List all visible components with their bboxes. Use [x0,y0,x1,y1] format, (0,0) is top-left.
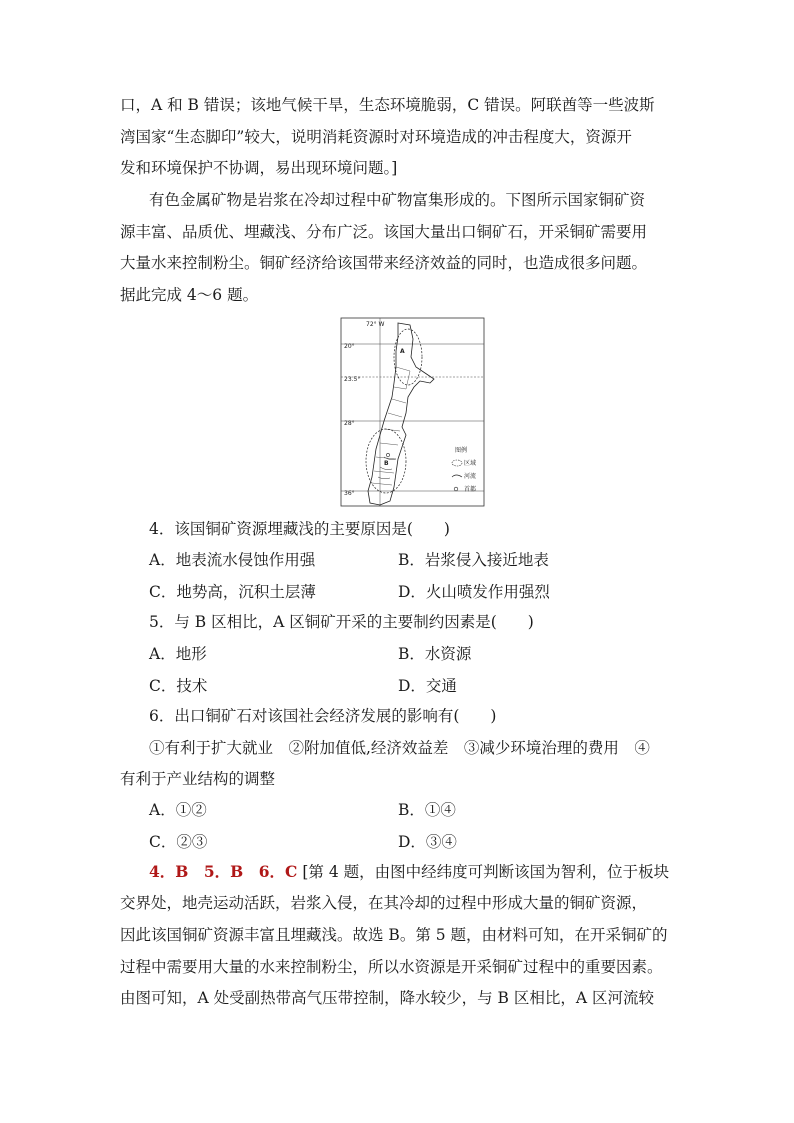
answer-line-2: 交界处，地壳运动活跃，岩浆入侵，在其冷却的过程中形成大量的铜矿资源， [120,894,648,912]
q4-option-b: B．岩浆侵入接近地表 [398,551,549,569]
q4-option-a: A．地表流水侵蚀作用强 [149,551,316,569]
answer-line-1 [149,862,669,882]
answer-keys: 4．B 5．B 6．C [149,862,298,881]
answer-line-1-text: [第 4 题，由图中经纬度可判断该国为智利，位于板块 [302,863,670,881]
legend-river-label: 河流 [464,473,477,480]
q6-items-line-1: ①有利于扩大就业 ②附加值低,经济效益差 ③减少环境治理的费用 ④ [149,739,650,757]
q6-option-c: C．②③ [149,833,208,851]
legend-region-label: 区域 [464,460,477,467]
q5-option-a: A．地形 [149,645,207,663]
map-svg [340,317,485,507]
passage-line-3: 大量水来控制粉尘。铜矿经济给该国带来经济效益的同时，也造成很多问题。 [120,254,648,272]
continuation-line-1: 口，A 和 B 错误；该地气候干旱，生态环境脆弱，C 错误。阿联酋等一些波斯 [120,96,655,114]
q4-option-d: D．火山喷发作用强烈 [398,583,550,601]
q4-option-c: C．地势高，沉积土层薄 [149,583,316,601]
q5-option-b: B．水资源 [398,645,472,663]
q4-stem: 4．该国铜矿资源埋藏浅的主要原因是( ) [149,520,450,538]
q6-option-d: D．③④ [398,833,457,851]
lat-label-23-5: 23.5° [344,376,361,383]
longitude-label: 72° W [366,321,385,328]
q5-option-d: D．交通 [398,677,457,695]
answer-line-4: 过程中需要用大量的水来控制粉尘，所以水资源是开采铜矿过程中的重要因素。 [120,958,663,976]
lat-label-20: 20° [344,343,355,350]
lat-label-28: 28° [344,420,355,427]
passage-line-4: 据此完成 4～6 题。 [120,286,259,304]
passage-line-1: 有色金属矿物是岩浆在冷却过程中矿物富集形成的。下图所示国家铜矿资 [149,191,646,209]
q6-stem: 6．出口铜矿石对该国社会经济发展的影响有( ) [149,707,497,725]
q6-option-b: B．①④ [398,801,456,819]
chile-map-figure [340,317,485,507]
q5-option-c: C．技术 [149,677,208,695]
continuation-line-3: 发和环境保护不协调，易出现环境问题。] [120,159,398,177]
q6-items-line-2: 有利于产业结构的调整 [120,770,276,788]
passage-line-2: 源丰富、品质优、埋藏浅、分布广泛。该国大量出口铜矿石，开采铜矿需要用 [120,223,648,241]
lat-label-36: 36° [344,490,355,497]
q6-option-a: A．①② [149,801,207,819]
region-b-label: B [384,460,389,467]
q5-stem: 5．与 B 区相比，A 区铜矿开采的主要制约因素是( ) [149,613,534,631]
legend-capital-label: 首都 [464,486,477,493]
legend-title: 图例 [455,447,468,454]
continuation-line-2: 湾国家“生态脚印”较大，说明消耗资源时对环境造成的冲击程度大，资源开 [120,128,632,146]
answer-line-3: 因此该国铜矿资源丰富且埋藏浅。故选 B。第 5 题，由材料可知，在开采铜矿的 [120,926,668,944]
answer-line-5: 由图可知，A 处受副热带高气压带控制，降水较少，与 B 区相比，A 区河流较 [120,989,654,1007]
region-a-label: A [400,348,405,355]
